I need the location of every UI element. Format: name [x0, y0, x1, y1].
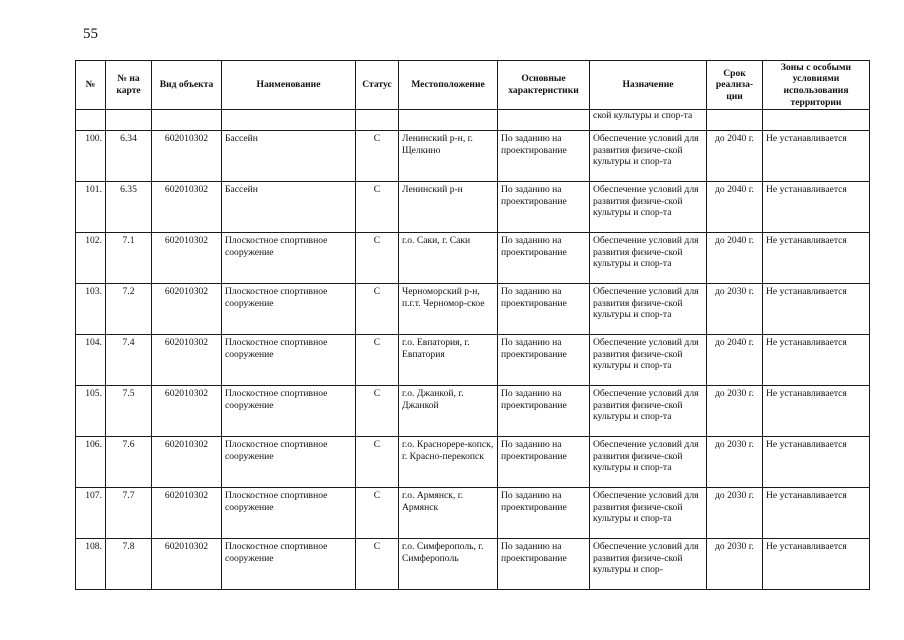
table-row: [76, 233, 870, 284]
cell-map-num: 7.5: [106, 386, 152, 437]
cell-num: 103.: [76, 284, 106, 335]
cell-object-type: 602010302: [152, 437, 222, 488]
cell-status: С: [356, 488, 399, 539]
cell-purpose: Обеспечение условий для развития физиче-ской культуры и спор-та: [590, 437, 707, 488]
cell-characteristics: По заданию на проектирование: [498, 182, 590, 233]
cell-location: Черноморский р-н, п.г.т. Черномор-ское: [399, 284, 498, 335]
header-name: Наименование: [222, 61, 356, 110]
cell-object-type: 602010302: [152, 131, 222, 182]
cell-name: Плоскостное спортивное сооружение: [222, 386, 356, 437]
cell-location: Ленинский р-н, г. Щелкино: [399, 131, 498, 182]
cell-map-num: 7.4: [106, 335, 152, 386]
continuation-row: [76, 110, 870, 131]
cell-map-num: 7.1: [106, 233, 152, 284]
cell-characteristics: По заданию на проектирование: [498, 437, 590, 488]
table-row: [76, 488, 870, 539]
cell-object-type: 602010302: [152, 182, 222, 233]
cell-zones: Не устанавливается: [763, 131, 870, 182]
table-row: [76, 437, 870, 488]
cell-status: С: [356, 437, 399, 488]
cell-name: Плоскостное спортивное сооружение: [222, 335, 356, 386]
header-map-num: № на карте: [106, 61, 152, 110]
header-characteristics: Основные характеристики: [498, 61, 590, 110]
header-purpose: Назначение: [590, 61, 707, 110]
page-number: 55: [83, 26, 98, 42]
cell-purpose: Обеспечение условий для развития физиче-ской культуры и спор-та: [590, 233, 707, 284]
cell-location: Ленинский р-н: [399, 182, 498, 233]
cell-object-type: 602010302: [152, 386, 222, 437]
cell-characteristics: По заданию на проектирование: [498, 131, 590, 182]
cell-name: Плоскостное спортивное сооружение: [222, 488, 356, 539]
table-row: [76, 284, 870, 335]
cell-term: до 2030 г.: [707, 437, 763, 488]
cell-object-type: 602010302: [152, 284, 222, 335]
cell-status: С: [356, 131, 399, 182]
cell-zones: Не устанавливается: [763, 233, 870, 284]
cell-zones: Не устанавливается: [763, 182, 870, 233]
cell-term: до 2030 г.: [707, 386, 763, 437]
cell-map-num: 6.35: [106, 182, 152, 233]
cell-name: Плоскостное спортивное сооружение: [222, 539, 356, 590]
cell-purpose: Обеспечение условий для развития физиче-ской культуры и спор-та: [590, 335, 707, 386]
cell-purpose: Обеспечение условий для развития физиче-ской культуры и спор-та: [590, 284, 707, 335]
cell-num: 101.: [76, 182, 106, 233]
cell-zones: Не устанавливается: [763, 437, 870, 488]
header-location: Местоположение: [399, 61, 498, 110]
cell-name: Бассейн: [222, 131, 356, 182]
cell-purpose: Обеспечение условий для развития физиче-ской культуры и спор-та: [590, 182, 707, 233]
cell-characteristics: По заданию на проектирование: [498, 233, 590, 284]
cell-location: г.о. Джанкой, г. Джанкой: [399, 386, 498, 437]
cell-characteristics: По заданию на проектирование: [498, 539, 590, 590]
cell-num: 105.: [76, 386, 106, 437]
table-row: [76, 131, 870, 182]
cell-status: С: [356, 386, 399, 437]
header-zones: Зоны с особыми условиями использования территории: [763, 61, 870, 110]
cell-zones: Не устанавливается: [763, 488, 870, 539]
cell-num: 108.: [76, 539, 106, 590]
objects-table: [75, 60, 870, 590]
cell-location: г.о. Симферополь, г. Симферополь: [399, 539, 498, 590]
cell-map-num: 7.8: [106, 539, 152, 590]
cell-purpose: Обеспечение условий для развития физиче-ской культуры и спор-та: [590, 488, 707, 539]
cell-object-type: 602010302: [152, 233, 222, 284]
cell-characteristics: По заданию на проектирование: [498, 335, 590, 386]
cell-map-num: 6.34: [106, 131, 152, 182]
cell-status: С: [356, 233, 399, 284]
cell-location: г.о. Саки, г. Саки: [399, 233, 498, 284]
cell-purpose: Обеспечение условий для развития физиче-ской культуры и спор-: [590, 539, 707, 590]
cell-characteristics: По заданию на проектирование: [498, 488, 590, 539]
header-term: Срок реализа-ции: [707, 61, 763, 110]
cell-object-type: 602010302: [152, 488, 222, 539]
cell-object-type: 602010302: [152, 335, 222, 386]
cell-location: г.о. Евпатория, г. Евпатория: [399, 335, 498, 386]
cell-purpose: Обеспечение условий для развития физиче-ской культуры и спор-та: [590, 386, 707, 437]
cell-map-num: 7.6: [106, 437, 152, 488]
cell-num: 104.: [76, 335, 106, 386]
cell-status: С: [356, 182, 399, 233]
cell-location: г.о. Армянск, г. Армянск: [399, 488, 498, 539]
cell-term: до 2030 г.: [707, 539, 763, 590]
cell-num: 106.: [76, 437, 106, 488]
cell-term: до 2040 г.: [707, 131, 763, 182]
cell-name: Бассейн: [222, 182, 356, 233]
table-row: [76, 335, 870, 386]
cell-status: С: [356, 539, 399, 590]
cell-term: до 2040 г.: [707, 335, 763, 386]
cell-location: г.о. Красноpере-копск, г. Красно-перекопск: [399, 437, 498, 488]
table-row: [76, 386, 870, 437]
cell-purpose: Обеспечение условий для развития физиче-ской культуры и спор-та: [590, 131, 707, 182]
header-row: [76, 61, 870, 110]
cell-term: до 2040 г.: [707, 182, 763, 233]
table-row: [76, 182, 870, 233]
cell-status: С: [356, 335, 399, 386]
header-object-type: Вид объекта: [152, 61, 222, 110]
cell-name: Плоскостное спортивное сооружение: [222, 284, 356, 335]
cell-num: 100.: [76, 131, 106, 182]
cell-num: 107.: [76, 488, 106, 539]
cell-status: С: [356, 284, 399, 335]
cell-term: до 2030 г.: [707, 488, 763, 539]
header-num: №: [76, 61, 106, 110]
table-row: [76, 539, 870, 590]
cell-zones: Не устанавливается: [763, 335, 870, 386]
header-status: Статус: [356, 61, 399, 110]
cell-term: до 2030 г.: [707, 284, 763, 335]
cell-zones: Не устанавливается: [763, 539, 870, 590]
cell-characteristics: По заданию на проектирование: [498, 284, 590, 335]
cell-zones: Не устанавливается: [763, 284, 870, 335]
cell-map-num: 7.7: [106, 488, 152, 539]
cell-object-type: 602010302: [152, 539, 222, 590]
cell-name: Плоскостное спортивное сооружение: [222, 233, 356, 284]
cell-num: 102.: [76, 233, 106, 284]
continuation-purpose: ской культуры и спор-та: [590, 110, 707, 131]
cell-map-num: 7.2: [106, 284, 152, 335]
cell-zones: Не устанавливается: [763, 386, 870, 437]
cell-name: Плоскостное спортивное сооружение: [222, 437, 356, 488]
cell-characteristics: По заданию на проектирование: [498, 386, 590, 437]
cell-term: до 2040 г.: [707, 233, 763, 284]
